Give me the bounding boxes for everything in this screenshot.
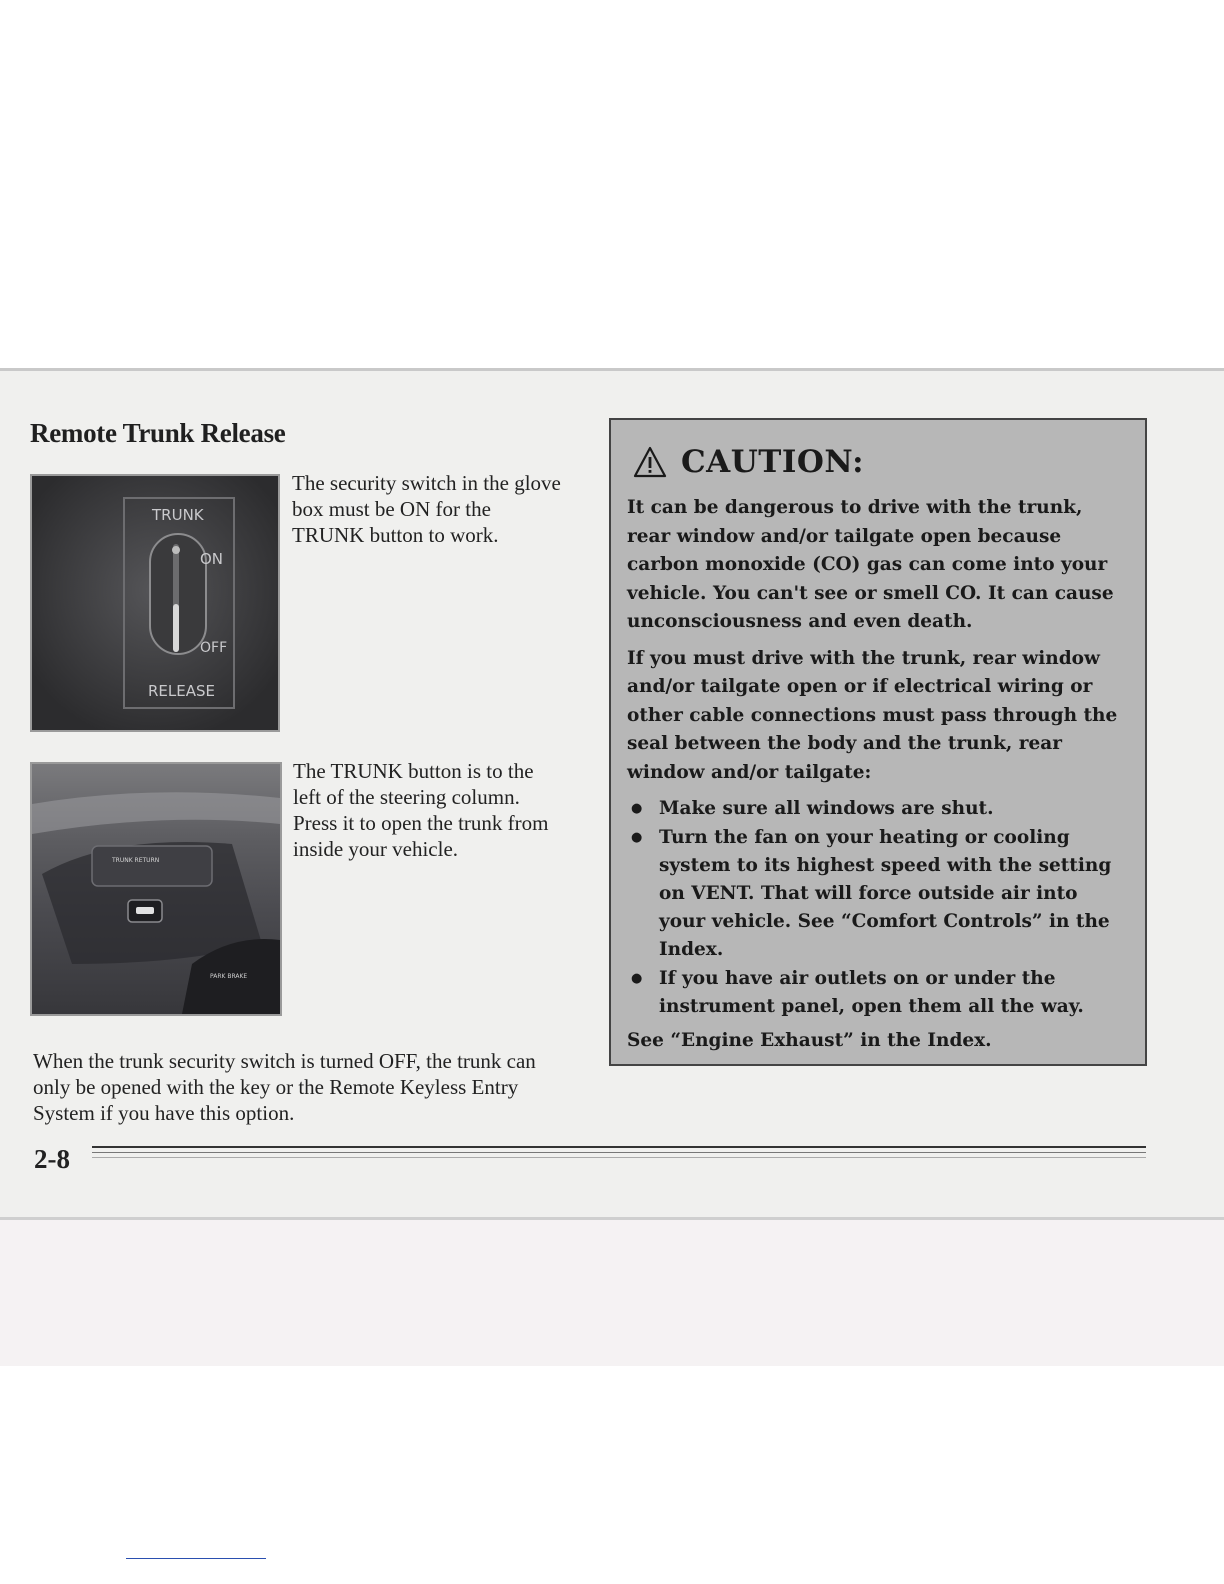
caution-box bbox=[609, 418, 1147, 1066]
page-number: 2-8 bbox=[34, 1144, 70, 1174]
paragraph-trunk-button: The TRUNK button is to the left of the steering column. Press it to open the trunk from inside your vehicle. bbox=[293, 759, 549, 861]
caution-bullet-list bbox=[627, 795, 1125, 1021]
caution-header bbox=[633, 444, 1125, 480]
caution-paragraph-1: It can be dangerous to drive with the trunk, rear window and/or tailgate open because carbon monoxide (CO) gas can come into your vehicle. You can't see or smell CO. It can cause unconsciousness and even death. bbox=[627, 497, 1114, 632]
dashboard-illustration bbox=[32, 764, 280, 1014]
footer-rule bbox=[92, 1146, 1146, 1148]
caution-title: CAUTION: bbox=[681, 444, 865, 480]
trunk-button-photo bbox=[30, 762, 282, 1016]
trunk-switch-photo bbox=[30, 474, 280, 732]
switch-label-release: RELEASE bbox=[148, 682, 215, 700]
dashboard-label-switch: TRUNK RETURN bbox=[112, 857, 160, 864]
caution-see-also: See “Engine Exhaust” in the Index. bbox=[627, 1030, 992, 1051]
switch-label-off: OFF bbox=[200, 640, 228, 656]
footer-rule bbox=[92, 1157, 1146, 1158]
bottom-link-underline bbox=[126, 1558, 266, 1559]
switch-label-on: ON bbox=[200, 550, 224, 568]
caution-bullet: ● Make sure all windows are shut. bbox=[627, 795, 1125, 823]
warning-triangle-icon bbox=[633, 446, 667, 478]
dashboard-label-brake: PARK BRAKE bbox=[210, 973, 248, 980]
switch-label-trunk: TRUNK bbox=[152, 506, 204, 524]
caution-bullet: ● If you have air outlets on or under the instrument panel, open them all the way. bbox=[627, 965, 1125, 1021]
paragraph-switch-off: When the trunk security switch is turned OFF, the trunk can only be opened with the key or the Remote Keyless Entry System if you have this option. bbox=[33, 1049, 536, 1125]
trunk-switch-illustration bbox=[32, 476, 278, 730]
footer-rule bbox=[92, 1152, 1146, 1153]
section-heading: Remote Trunk Release bbox=[30, 418, 286, 448]
paragraph-security-switch: The security switch in the glove box must be ON for the TRUNK button to work. bbox=[292, 471, 561, 547]
caution-paragraph-2: If you must drive with the trunk, rear window and/or tailgate open or if electrical wiring or other cable connections must pass through the seal between the body and the trunk, rear window and/or tailgate: bbox=[627, 647, 1118, 783]
caution-bullet: ● Turn the fan on your heating or cooling system to its highest speed with the setting on VENT. That will force outside air into your vehicle. See “Comfort Controls” in the Index. bbox=[627, 824, 1125, 964]
